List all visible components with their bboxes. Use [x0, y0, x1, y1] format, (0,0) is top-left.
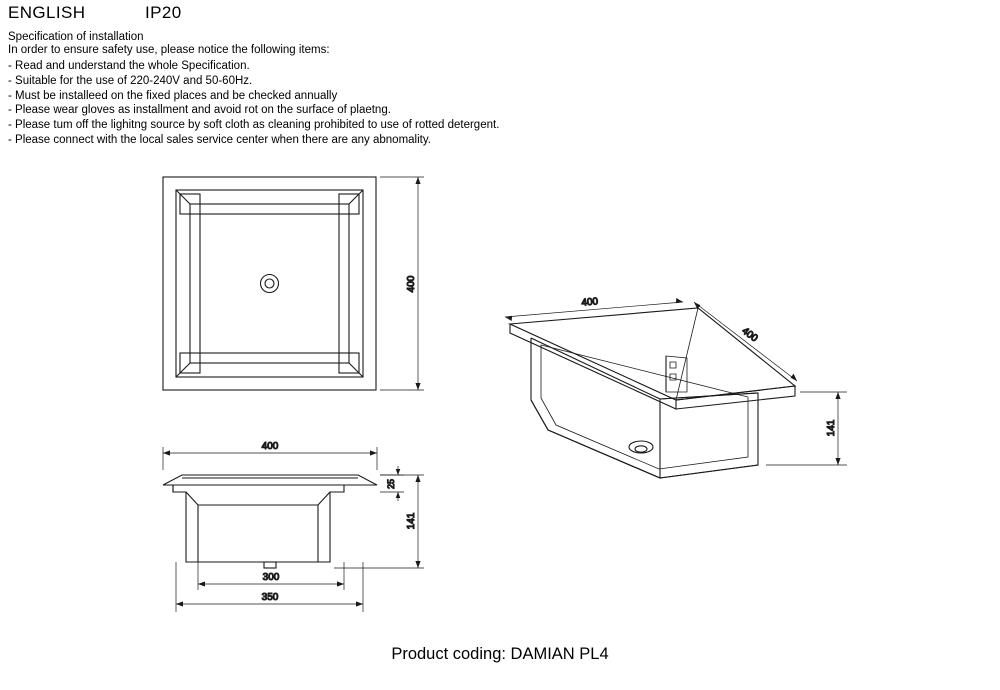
front-view-dimension-400 — [163, 441, 377, 470]
specification-item: - Suitable for the use of 220-240V and 50-60Hz. — [8, 74, 253, 87]
specification-title: Specification of installation — [8, 31, 144, 43]
front-view-dim-141-label: 141 — [406, 512, 417, 530]
language-label: ENGLISH — [8, 3, 86, 22]
front-view-dimension-300 — [198, 562, 344, 590]
front-view-dim-350-label: 350 — [261, 592, 279, 603]
top-view-dim-400-label: 400 — [406, 275, 417, 293]
iso-dim-141-label: 141 — [826, 419, 837, 437]
front-view-drawing — [163, 475, 377, 568]
top-view-dimension-400 — [380, 177, 424, 390]
product-coding-label: Product coding: DAMIAN PL4 — [391, 645, 609, 663]
iso-dimension-400-right — [694, 302, 797, 381]
specification-subtitle: In order to ensure safety use, please notice the following items: — [8, 44, 330, 56]
iso-dimension-141 — [766, 392, 847, 465]
specification-item: - Please tum off the lighitng source by soft cloth as cleaning prohibited to use of rotted detergent. — [8, 119, 500, 132]
front-view-dim-400-label: 400 — [261, 441, 279, 452]
specification-item: - Please connect with the local sales service center when there are any abnomality. — [8, 133, 431, 146]
specification-item: - Read and understand the whole Specification. — [8, 60, 250, 72]
front-view-dimension-25 — [380, 466, 404, 501]
iso-dim-400-right-label: 400 — [739, 325, 760, 345]
front-view-dim-300-label: 300 — [262, 572, 280, 583]
specification-item: - Please wear gloves as installment and avoid rot on the surface of plaetng. — [8, 104, 391, 117]
ip-rating-label: IP20 — [145, 3, 182, 22]
top-view-drawing — [163, 177, 376, 390]
front-view-dimension-141 — [334, 475, 424, 568]
specification-item: - Must be installeed on the fixed places and be checked annually — [8, 89, 338, 102]
front-view-dim-25-label: 25 — [386, 478, 396, 490]
front-view-dimension-350 — [176, 562, 363, 612]
iso-dim-400-left-label: 400 — [580, 296, 599, 309]
